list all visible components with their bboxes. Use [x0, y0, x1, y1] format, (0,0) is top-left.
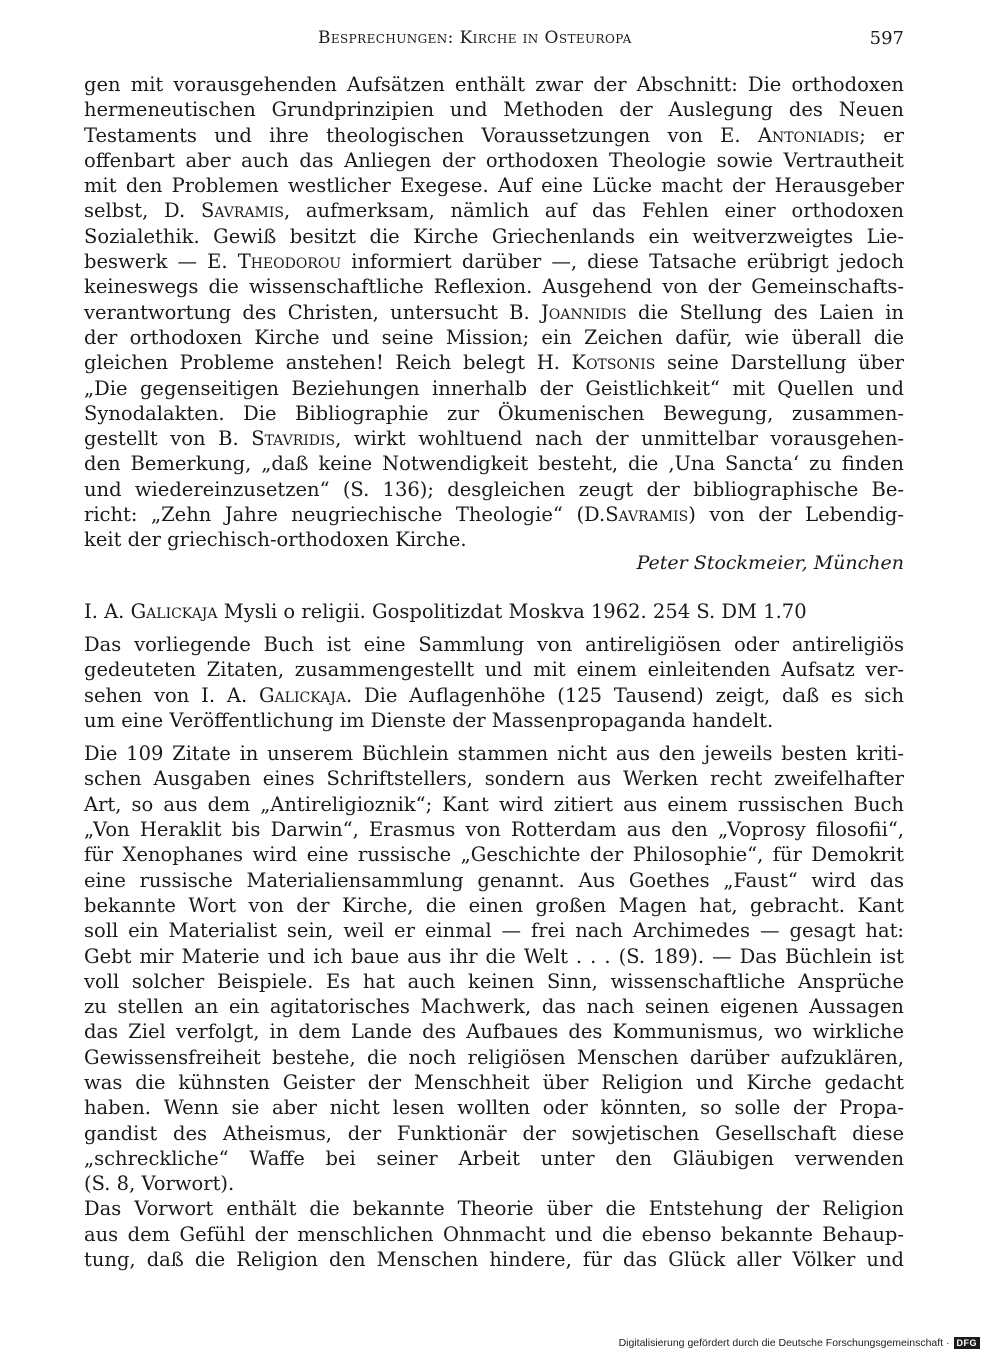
article-body — [84, 72, 904, 1272]
running-head-title: Besprechungen: Kirche in Osteuropa — [318, 28, 632, 48]
text-line: hermeneutischen Grundprinzipien und Methoden der Auslegung des Neuen — [84, 98, 904, 122]
text-line: soll ein Materialist sein, weil er einmal — frei nach Archimedes — gesagt hat: — [84, 919, 904, 943]
text-line: gandist des Atheismus, der Funktionär der sowjetischen Gesellschaft diese — [84, 1121, 904, 1145]
text-line: das Ziel verfolgt, in dem Lande des Aufbaues des Kommunismus, wo wirkliche — [84, 1020, 904, 1044]
review-2-paragraph-3 — [84, 1196, 904, 1272]
author-name: Stavridis — [251, 427, 336, 451]
text-line: den Bemerkung, „daß keine Notwendigkeit besteht, die ‚Una Sancta‘ zu finden — [84, 452, 904, 476]
review-2-paragraph-1 — [84, 632, 904, 733]
text-line: gestellt von B. Stavridis, wirkt wohltuend nach der unmittelbar vorausgehen- — [84, 427, 904, 451]
author-name: Theodorou — [237, 250, 342, 274]
author-name: Antoniadis — [757, 123, 860, 147]
text-line: und wiedereinzusetzen“ (S. 136); desgleichen zeugt der bibliographische Be- — [84, 477, 904, 501]
book-details: Mysli o religii. Gospolitizdat Moskva 1962. 254 S. DM 1.70 — [223, 599, 807, 623]
text-line: „Die gegenseitigen Beziehungen innerhalb der Geistlichkeit“ mit Quellen und — [84, 376, 904, 400]
text-line: aus dem Gefühl der menschlichen Ohnmacht und die ebenso bekannte Behaup- — [84, 1222, 904, 1246]
review-2-paragraph-2 — [84, 741, 904, 1196]
text-line: Gewissensfreiheit bestehe, die noch religiösen Menschen darüber aufzuklären, — [84, 1045, 904, 1069]
text-line: der orthodoxen Kirche und seine Mission; ein Zeichen dafür, wie überall die — [84, 325, 904, 349]
text-line: Testaments und ihre theologischen Voraussetzungen von E. Antoniadis; er — [84, 123, 904, 147]
text-line: schen Ausgaben eines Schriftstellers, sondern aus Werken recht zweifelhafter — [84, 767, 904, 791]
author-name: Galickaja — [258, 683, 346, 707]
running-header — [84, 28, 904, 52]
text-line: „Von Heraklit bis Darwin“, Erasmus von Rotterdam aus den „Voprosy filosofii“, — [84, 818, 904, 842]
reviewer-signature: Peter Stockmeier, München — [636, 551, 904, 574]
text-line: Das vorliegende Buch ist eine Sammlung von antireligiösen oder antireligiös — [84, 632, 904, 656]
text-line: offenbart aber auch das Anliegen der orthodoxen Theologie sowie Vertrautheit — [84, 148, 904, 172]
author-name: Kotsonis — [571, 351, 656, 375]
text-line: was die kühnsten Geister der Menschheit über Religion und Kirche gedacht — [84, 1070, 904, 1094]
text-line: richt: „Zehn Jahre neugriechische Theologie“ (D.Savramis) von der Lebendig- — [84, 503, 904, 527]
text-line: selbst, D. Savramis, aufmerksam, nämlich auf das Fehlen einer orthodoxen — [84, 199, 904, 223]
text-line: bekannte Wort von der Kirche, die einen großen Magen hat, gebracht. Kant — [84, 893, 904, 917]
text-line: verantwortung des Christen, untersucht B. Joannidis die Stellung des Laien in — [84, 300, 904, 324]
text-line: keit der griechisch-orthodoxen Kirche. — [84, 528, 467, 552]
text-line: Die 109 Zitate in unserem Büchlein stammen nicht aus den jeweils besten kriti- — [84, 742, 904, 766]
text-line: keineswegs die wissenschaftliche Reflexion. Ausgehend von der Gemeinschafts- — [84, 275, 904, 299]
text-line: „schreckliche“ Waffe bei seiner Arbeit unter den Gläubigen verwenden — [84, 1146, 904, 1170]
credit-text: Digitalisierung gefördert durch die Deutsche Forschungsgemeinschaft · — [618, 1337, 950, 1349]
dfg-logo: DFG — [954, 1337, 981, 1349]
text-line: sehen von I. A. Galickaja. Die Auflagenhöhe (125 Tausend) zeigt, daß es sich — [84, 683, 904, 707]
text-line: zu stellen an ein agitatorisches Machwerk, das nach seinen eigenen Aussagen — [84, 995, 904, 1019]
text-line: gedeuteten Zitaten, zusammengestellt und mit einem einleitenden Aufsatz ver- — [84, 658, 904, 682]
bibliographic-entry — [84, 599, 904, 624]
text-line: Gebt mir Materie und ich baue aus ihr die Welt . . . (S. 189). — Das Büchlein ist — [84, 944, 904, 968]
text-line: voll solcher Beispiele. Es hat auch keinen Sinn, wissenschaftliche Ansprüche — [84, 969, 904, 993]
text-line: eine russische Materialiensammlung genannt. Aus Goethes „Faust“ wird das — [84, 868, 904, 892]
author-name: Savramis — [605, 503, 689, 527]
text-line: für Xenophanes wird eine russische „Geschichte der Philosophie“, für Demokrit — [84, 843, 904, 867]
author-name: Savramis — [200, 199, 284, 223]
review-1-paragraph — [84, 72, 904, 553]
author-name: Joannidis — [540, 300, 627, 324]
text-line: gen mit vorausgehenden Aufsätzen enthält zwar der Abschnitt: Die orthodoxen — [84, 73, 904, 96]
text-line: Synodalakten. Die Bibliographie zur Ökumenischen Bewegung, zusammen- — [84, 401, 904, 425]
text-line: gleichen Probleme anstehen! Reich belegt H. Kotsonis seine Darstellung über — [84, 351, 904, 375]
page-number: 597 — [869, 28, 904, 49]
digitization-credit — [619, 1337, 980, 1349]
text-line: um eine Veröffentlichung im Dienste der Massenpropaganda handelt. — [84, 708, 774, 732]
text-line: Sozialethik. Gewiß besitzt die Kirche Griechenlands ein weitverzweigtes Lie- — [84, 224, 904, 248]
text-line: Art, so aus dem „Antireligioznik“; Kant wird zitiert aus einem russischen Buch — [84, 792, 904, 816]
text-line: mit den Problemen westlicher Exegese. Auf eine Lücke macht der Herausgeber — [84, 174, 904, 198]
text-line: haben. Wenn sie aber nicht lesen wollten oder könnten, so solle der Propa- — [84, 1096, 904, 1120]
text-line: tung, daß die Religion den Menschen hindere, für das Glück aller Völker und — [84, 1248, 904, 1272]
text-line: beswerk — E. Theodorou informiert darüber —, diese Tatsache erübrigt jedoch — [84, 250, 904, 274]
book-author: I. A. Galickaja — [84, 599, 218, 623]
text-line: (S. 8, Vorwort). — [84, 1172, 235, 1196]
text-line: Das Vorwort enthält die bekannte Theorie über die Entstehung der Religion — [84, 1197, 904, 1221]
